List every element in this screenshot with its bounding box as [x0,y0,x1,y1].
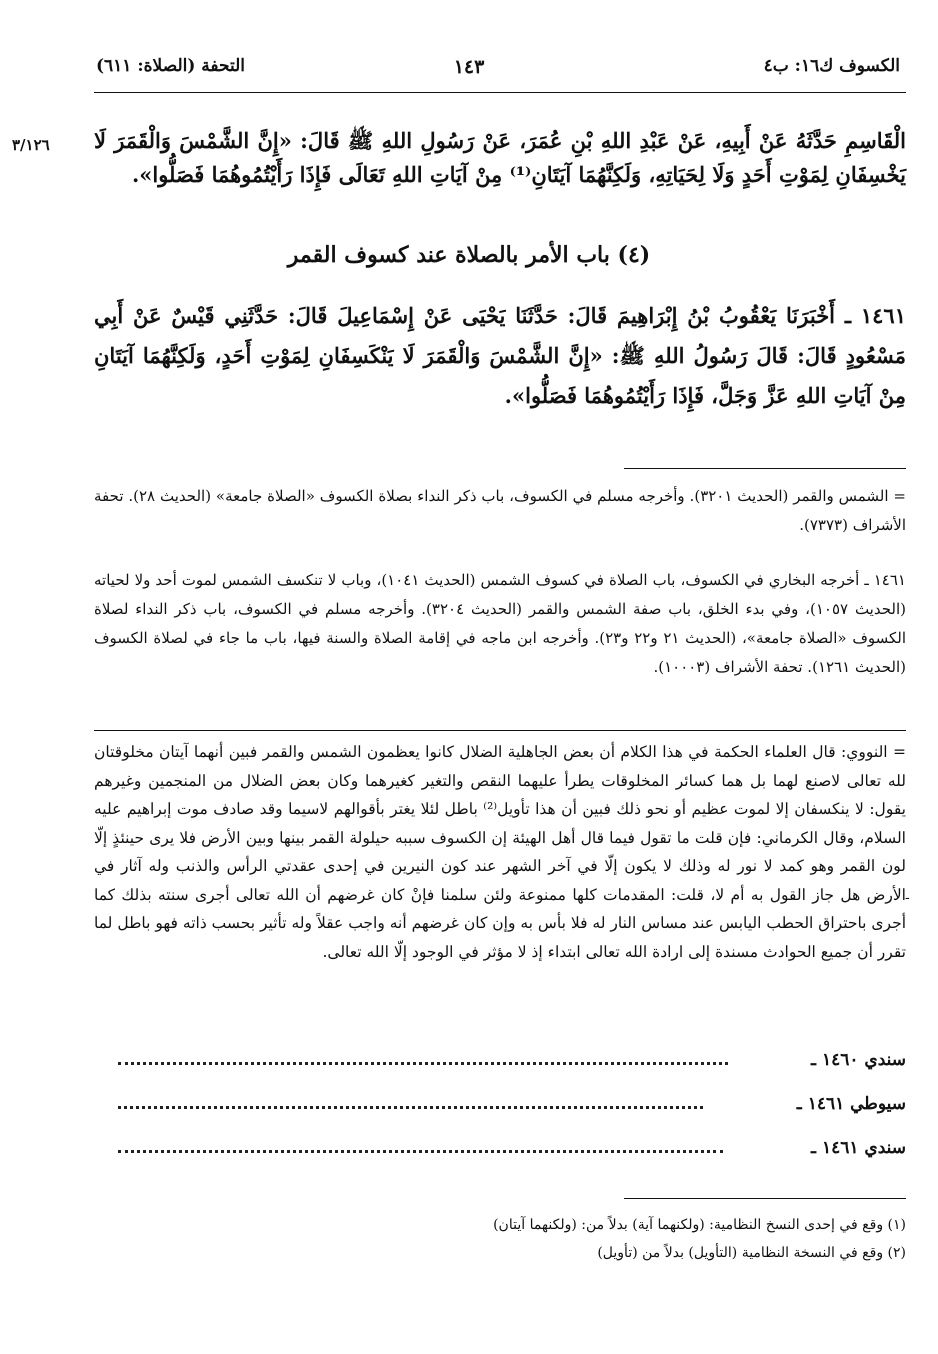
note-hadith-1461: ١٤٦١ ـ أخرجه البخاري في الكسوف، باب الصلاة في كسوف الشمس (الحديث ١٠٤١)، وباب لا تنكسف الشمس لموت أحد ولا لحياته (الحديث ١٠٥٧)، وفي بدء الخلق، باب صفة الشمس والقمر (الحديث ٣٢٠٤). وأخرجه مسلم في الكسوف، باب ذكر النداء لصلاة الكسوف «الصلاة جامعة»، (الحديث ٢١ و٢٢ و٢٣). وأخرجه ابن ماجه في إقامة الصلاة والسنة فيها، باب ما جاء في لصلاة الكسوف (الحديث ١٢٦١). تحفة الأشراف (١٠٠٠٣). [94,571,907,676]
note-previous-hadith: = الشمس والقمر (الحديث ٣٢٠١). وأخرجه مسلم في الكسوف، باب ذكر النداء بصلاة الكسوف «الصلاة جامعة» (الحديث ٢٨). تحفة الأشراف (٧٣٧٣). [94,487,906,534]
hadith-1461: ١٤٦١ ـ أَخْبَرَنَا يَعْقُوبُ بْنُ إِبْرَاهِيمَ قَالَ: حَدَّثَنَا يَحْيَى عَنْ إِسْمَاعِيلَ قَالَ: حَدَّثَنِي قَيْسٌ عَنْ أَبِي مَسْعُودٍ قَالَ: قَالَ رَسُولُ اللهِ ﷺ: «إِنَّ الشَّمْسَ وَالْقَمَرَ لَا يَنْكَسِفَانِ لِمَوْتِ أَحَدٍ، وَلَكِنَّهُمَا آيَتَانِ مِنْ آيَاتِ اللهِ عَزَّ وَجَلَّ، فَإِذَا رَأَيْتُمُوهُمَا فَصَلُّوا». [94,303,906,408]
notes-separator [624,468,906,469]
header-rule [94,92,906,93]
nawawi-commentary: = النووي: قال العلماء الحكمة في هذا الكلام أن بعض الجاهلية الضلال كانوا يعظمون الشمس والقمر فبين أنهما آيتان مخلوقتان لله تعالى لاصنع لهما بل هما كسائر المخلوقات يطرأ عليهما النقص والتغير كغيرهما وكان بعض الضلال من المنجمين وغيرهم يقول: لا ينكسفان إلا لموت عظيم أو نحو ذلك فبين أن هذا تأويل⁽²⁾ باطل لئلا يغتر بأقوالهم لاسيما وقد صادف موت إبراهيم عليه السلام، وقال الكرماني: فإن قلت ما تقول فيما قال أهل الهيئة إن الكسوف سببه حيلولة القمر بينها وبين الأرض فلا يرى حينئذٍ إلّا لون القمر وهو كمد لا نور له وذلك لا يكون إلّا في آخر الشهر عند كون النيرين في إحدى عقدتي الرأس والذنب وله آثار في الأرض هل جاز القول به أم لا، قلت: المقدمات كلها ممنوعة ولئن سلمنا فإنْ كان غرضهم أن الله تعالى أجرى سنته بذلك كما أجرى باحتراق الحطب اليابس عند مساس النار له فلا بأس به وإن كان غرضهم أنه واجب عقلاً وله تأثير بحسب ذاته فهو باطل لما تقرر أن جميع الحوادث مسندة إلى ارادة الله تعالى ابتداء إذ لا مؤثر في الوجود إلّا الله تعالى. [94,743,906,961]
page-number: ١٤٣ [453,56,485,78]
dotted-leader [118,1150,723,1153]
chapter-title: (٤) باب الأمر بالصلاة عند كسوف القمر [287,242,651,268]
source-line [106,1050,906,1080]
margin-mark: - [905,890,910,906]
running-header-left: التحفة (الصلاة: ٦١١) [96,56,246,76]
footnotes-separator [624,1198,906,1199]
footnote-2: (٢) وقع في النسخة النظامية (التأويل) بدلاً من (تأويل) [597,1245,906,1261]
dotted-leader [118,1062,728,1065]
source-label: سندي ١٤٦١ ـ [811,1138,906,1158]
commentary-separator [94,730,906,731]
margin-reference: ٣/١٢٦ [12,136,50,154]
running-header-right: الكسوف ك١٦: ب٤ [763,56,900,76]
hadith-continuation: الْقَاسِمِ حَدَّثَهُ عَنْ أَبِيهِ، عَنْ عَبْدِ اللهِ بْنِ عُمَرَ، عَنْ رَسُولِ اللهِ ﷺ قَالَ: «إِنَّ الشَّمْسَ وَالْقَمَرَ لَا يَخْسِفَانِ لِمَوْتِ أَحَدٍ وَلَا لِحَيَاتِهِ، وَلَكِنَّهُمَا آيَتَانِ⁽¹⁾ مِنْ آيَاتِ اللهِ تَعَالَى فَإِذَا رَأَيْتُمُوهُمَا فَصَلُّوا». [94,128,906,187]
footnote-1: (١) وقع في إحدى النسخ النظامية: (ولكنهما آية) بدلاً من: (ولكنهما آيتان) [493,1217,906,1233]
dotted-leader [118,1106,703,1109]
source-label: سيوطي ١٤٦١ ـ [796,1094,906,1114]
source-label: سندي ١٤٦٠ ـ [811,1050,906,1070]
source-line [106,1094,906,1124]
source-line [106,1138,906,1168]
